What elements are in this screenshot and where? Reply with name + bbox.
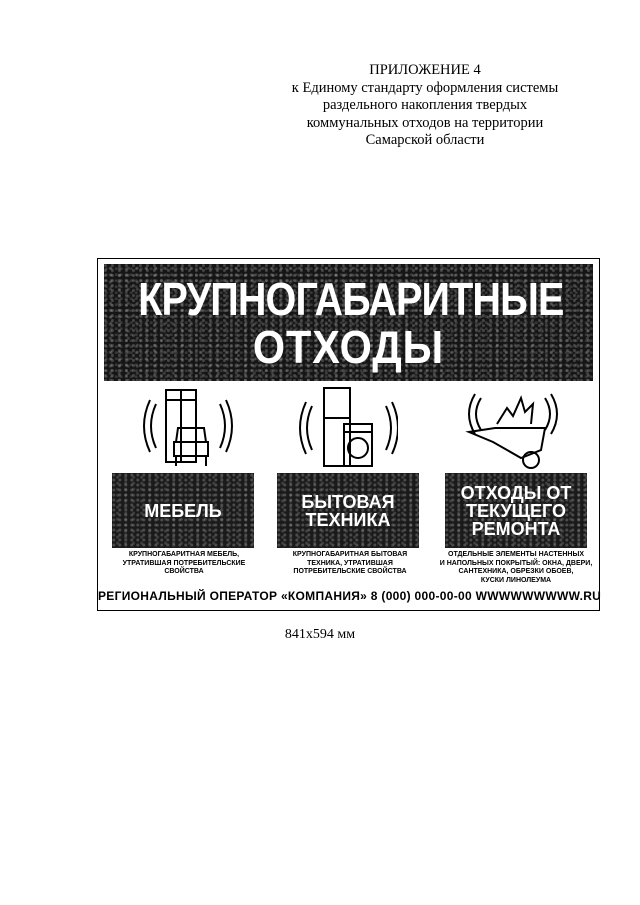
category-appliances: БЫТОВАЯ ТЕХНИКА (277, 473, 419, 548)
appendix-header (270, 62, 580, 150)
category-furniture: МЕБЕЛЬ (112, 473, 254, 548)
poster-title-line2: ОТХОДЫ (252, 321, 445, 373)
poster-size-label: 841x594 мм (284, 627, 356, 642)
appendix-line: Самарской области (365, 132, 485, 148)
wheelbarrow-icon (463, 384, 563, 472)
category-renovation-description: ОТДЕЛЬНЫЕ ЭЛЕМЕНТЫ НАСТЕННЫХ И НАПОЛЬНЫХ ПОКРЫТЫЙ: ОКНА, ДВЕРИ, САНТЕХНИКА, ОБРЕЗКИ ОБОЕВ, КУСКИ ЛИНОЛЕУМА (439, 551, 593, 584)
poster (97, 258, 600, 611)
appendix-title: ПРИЛОЖЕНИЕ 4 (369, 62, 481, 78)
poster-banner (104, 264, 593, 381)
regional-operator-footer: РЕГИОНАЛЬНЫЙ ОПЕРАТОР «КОМПАНИЯ» 8 (000) 000-00-00 WWWWWWWWW.RU (98, 589, 602, 603)
appendix-line: к Единому стандарту оформления системы (291, 79, 559, 96)
furniture-icon (138, 384, 238, 472)
category-furniture-description: КРУПНОГАБАРИТНАЯ МЕБЕЛЬ, УТРАТИВШАЯ ПОТРЕБИТЕЛЬСКИЕ СВОЙСТВА (122, 551, 246, 575)
category-renovation-waste: ОТХОДЫ ОТ ТЕКУЩЕГО РЕМОНТА (445, 473, 587, 548)
poster-title-line1: КРУПНОГАБАРИТНЫЕ (138, 273, 564, 325)
appliances-icon (298, 384, 398, 472)
category-appliances-description: КРУПНОГАБАРИТНАЯ БЫТОВАЯ ТЕХНИКА, УТРАТИВШАЯ ПОТРЕБИТЕЛЬСКИЕ СВОЙСТВА (292, 551, 408, 575)
appendix-line: раздельного накопления твердых (322, 97, 528, 113)
appendix-line: коммунальных отходов на территории (306, 114, 544, 131)
